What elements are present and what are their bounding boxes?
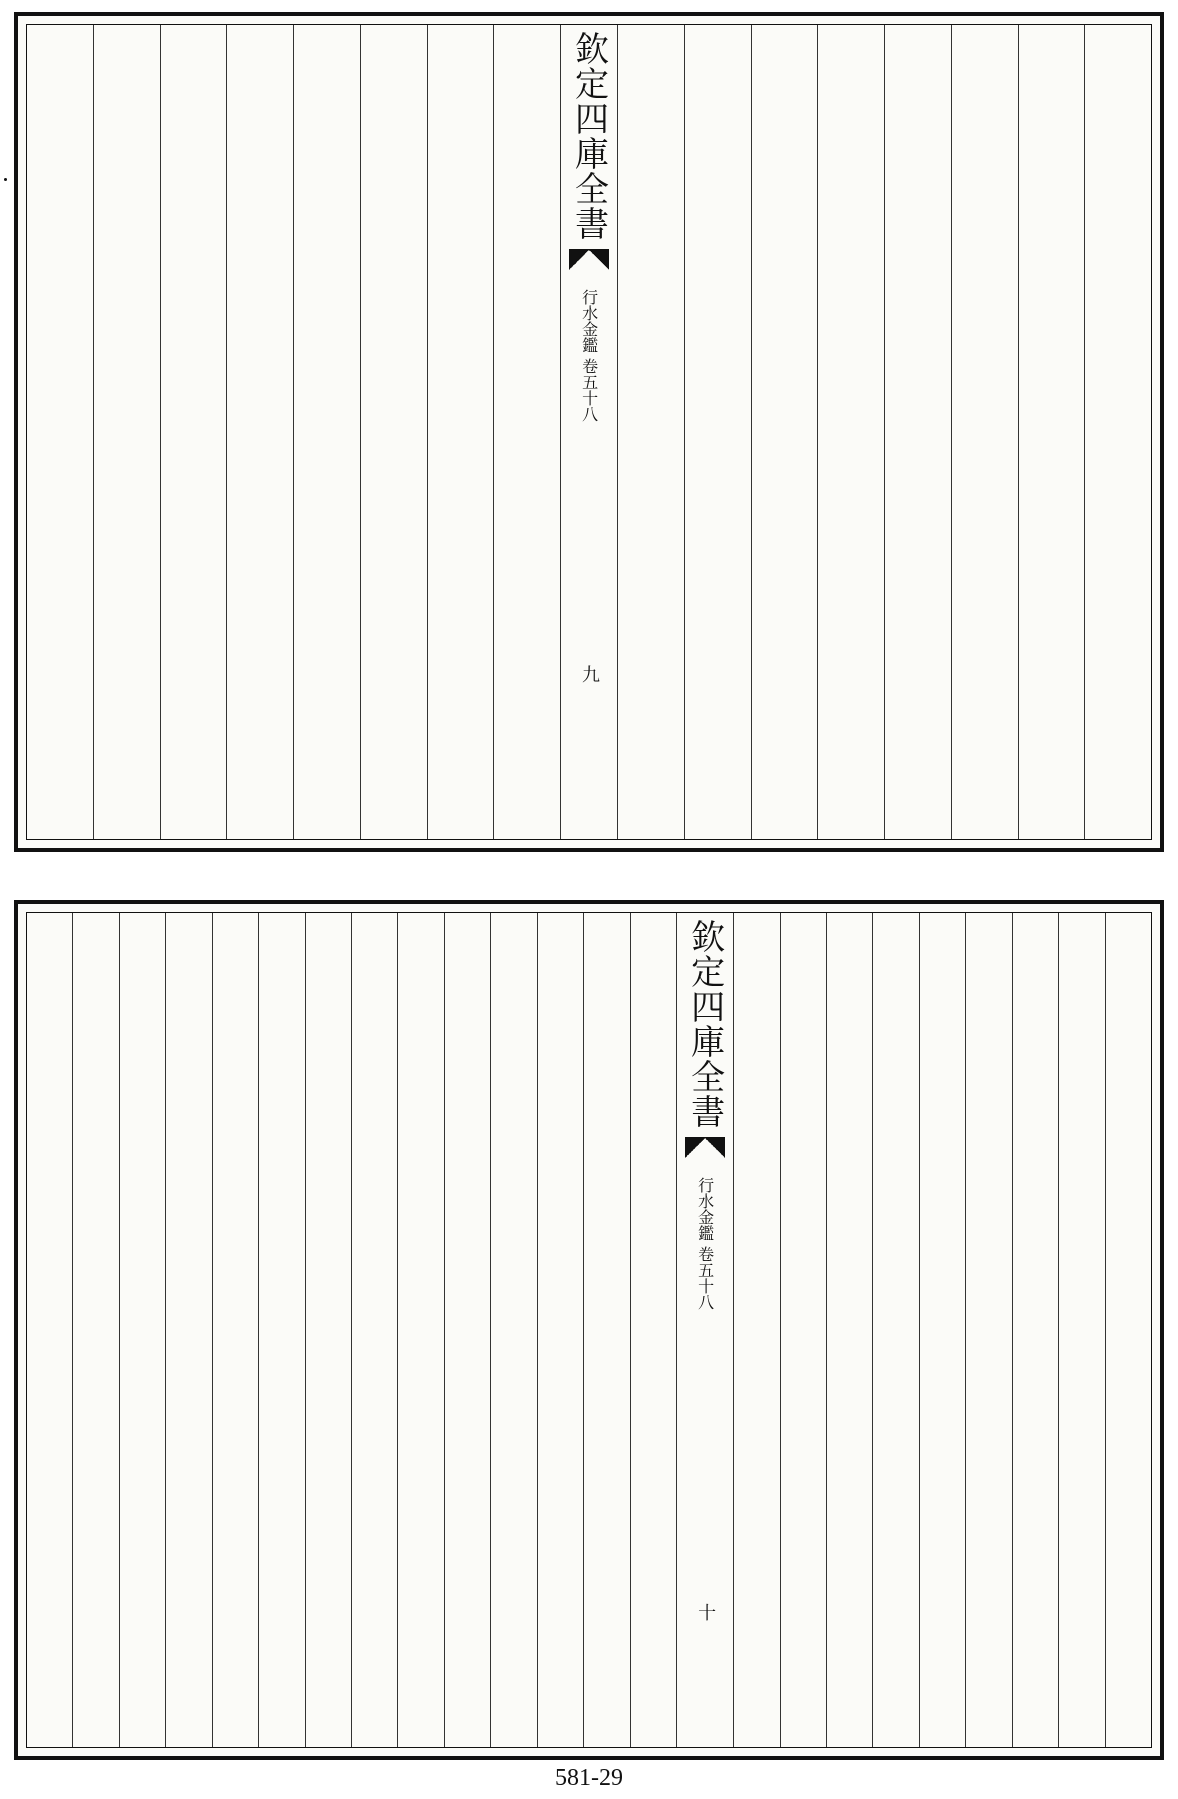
text-column — [1058, 913, 1104, 1747]
column-text — [966, 913, 986, 1747]
annotation-column — [165, 913, 211, 1747]
text-column — [1105, 913, 1151, 1747]
page-panel-top — [14, 12, 1164, 852]
text-column — [817, 25, 884, 839]
annotation-column — [258, 913, 304, 1747]
text-column — [293, 25, 360, 839]
column-text — [1106, 913, 1126, 1747]
text-column — [1018, 25, 1085, 839]
text-column — [684, 25, 751, 839]
column-text — [227, 25, 247, 839]
text-columns — [27, 25, 1151, 839]
text-column — [1012, 913, 1058, 1747]
annotation-text — [631, 913, 651, 1747]
text-column — [1084, 25, 1151, 839]
annotation-text — [781, 913, 801, 1747]
column-text — [885, 25, 905, 839]
annotation-column — [826, 913, 872, 1747]
annotation-column — [351, 913, 397, 1747]
fish-tail-ornament — [685, 1137, 725, 1159]
scan-speck — [4, 178, 7, 181]
annotation-column — [444, 913, 490, 1747]
text-column — [884, 25, 951, 839]
annotation-text — [213, 913, 233, 1747]
annotation-column — [872, 913, 918, 1747]
annotation-column — [490, 913, 536, 1747]
column-text — [1013, 913, 1033, 1747]
page-frame — [26, 24, 1152, 840]
fold-center-strip — [560, 25, 617, 839]
text-column — [493, 25, 560, 839]
text-column — [427, 25, 494, 839]
column-text — [752, 25, 772, 839]
fold-title: 欽定四庫全書 — [568, 31, 609, 241]
annotation-text — [445, 913, 465, 1747]
annotation-column — [630, 913, 676, 1747]
leaf-number: 十 — [695, 1603, 717, 1621]
annotation-column — [72, 913, 118, 1747]
column-text — [94, 25, 114, 839]
text-column — [226, 25, 293, 839]
fold-title: 欽定四庫全書 — [684, 919, 725, 1129]
annotation-column — [119, 913, 165, 1747]
annotation-text — [73, 913, 93, 1747]
page-panel-bottom — [14, 900, 1164, 1760]
column-text — [1085, 25, 1105, 839]
annotation-text — [27, 913, 47, 1747]
annotation-column — [583, 913, 629, 1747]
annotation-text — [306, 913, 326, 1747]
annotation-column — [733, 913, 779, 1747]
column-text — [618, 25, 638, 839]
column-text — [494, 25, 514, 839]
text-column — [93, 25, 160, 839]
text-column — [919, 913, 965, 1747]
text-column — [617, 25, 684, 839]
column-text — [428, 25, 448, 839]
text-column — [751, 25, 818, 839]
annotation-text — [120, 913, 140, 1747]
fish-tail-ornament — [569, 249, 609, 271]
page-frame — [26, 912, 1152, 1748]
annotation-column — [780, 913, 826, 1747]
column-text — [685, 25, 705, 839]
annotation-column — [397, 913, 443, 1747]
column-text — [294, 25, 314, 839]
column-text — [920, 913, 940, 1747]
fold-center-strip — [676, 913, 733, 1747]
column-text — [1059, 913, 1079, 1747]
text-column — [160, 25, 227, 839]
annotation-text — [538, 913, 558, 1747]
annotation-text — [352, 913, 372, 1747]
column-text — [1019, 25, 1039, 839]
annotation-text — [398, 913, 418, 1747]
annotation-text — [584, 913, 604, 1747]
column-text — [161, 25, 181, 839]
annotation-text — [873, 913, 893, 1747]
text-column — [951, 25, 1018, 839]
annotation-column — [212, 913, 258, 1747]
annotation-text — [491, 913, 511, 1747]
column-text — [361, 25, 381, 839]
annotation-text — [734, 913, 754, 1747]
column-text — [818, 25, 838, 839]
fold-chapter: 行水金鑑 卷五十八 — [579, 289, 599, 423]
column-text — [27, 25, 47, 839]
annotation-text — [827, 913, 847, 1747]
fold-chapter: 行水金鑑 卷五十八 — [695, 1177, 715, 1311]
annotation-column — [537, 913, 583, 1747]
text-column — [27, 25, 93, 839]
text-columns — [27, 913, 1151, 1747]
text-column — [360, 25, 427, 839]
annotation-text — [259, 913, 279, 1747]
annotation-text — [166, 913, 186, 1747]
annotation-column — [27, 913, 72, 1747]
page-footer-number: 581-29 — [555, 1765, 623, 1791]
leaf-number: 九 — [579, 665, 600, 683]
column-text — [952, 25, 972, 839]
text-column — [965, 913, 1011, 1747]
annotation-column — [305, 913, 351, 1747]
